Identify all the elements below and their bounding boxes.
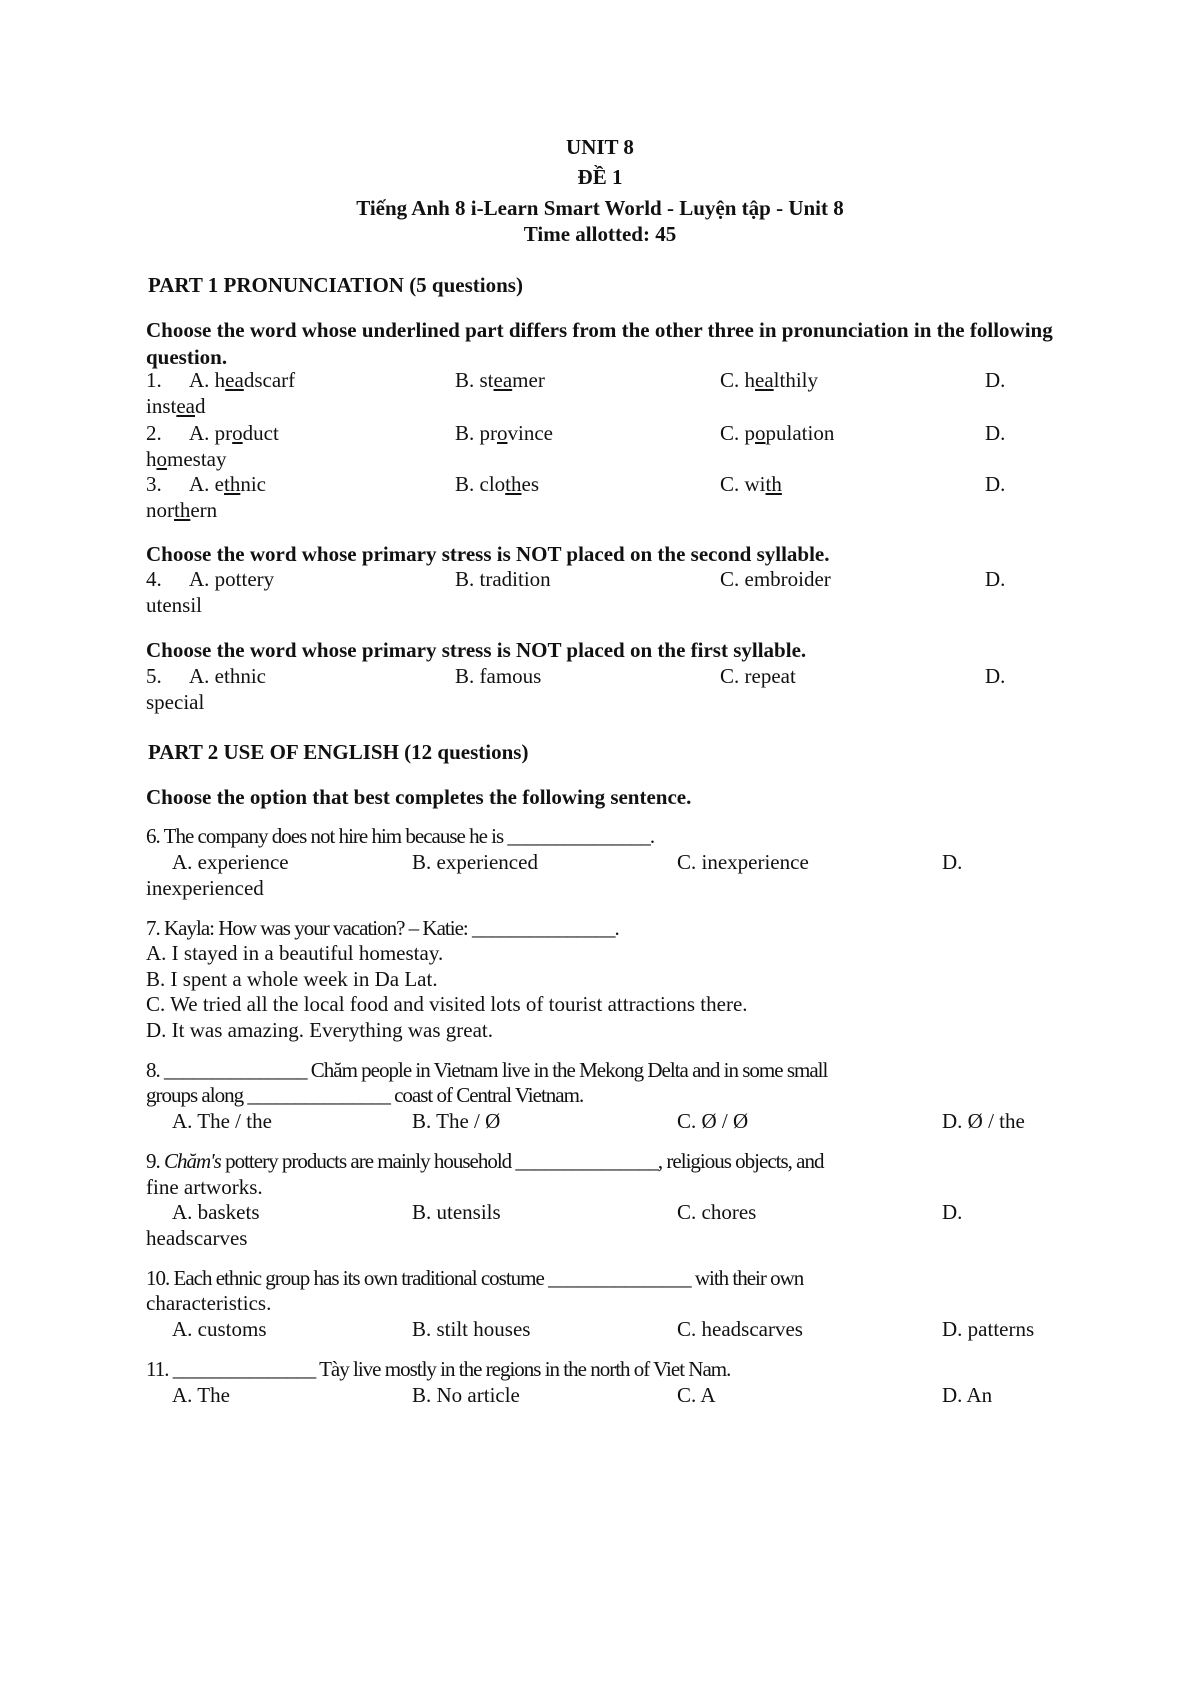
q2-option-b: B. province <box>455 421 553 445</box>
time-allotted: Time allotted: 45 <box>523 222 677 246</box>
q6-option-d-label: D. <box>942 850 963 874</box>
q2-option-c: C. population <box>720 421 835 445</box>
unit-title: UNIT 8 <box>566 135 634 159</box>
q7-option-a: A. I stayed in a beautiful homestay. <box>146 941 444 965</box>
q10-text-line1: 10. Each ethnic group has its own traditional costume _______________ with their own <box>146 1266 804 1290</box>
q4-option-a: A. pottery <box>189 567 275 591</box>
part1-instruction-2: Choose the word whose primary stress is NOT placed on the second syllable. <box>146 542 830 566</box>
q1-option-a: A. headscarf <box>189 368 296 392</box>
de-number: ĐỀ 1 <box>577 165 623 189</box>
q2-option-a: A. product <box>189 421 279 445</box>
q11-option-c: C. A <box>677 1383 716 1407</box>
part2-instruction: Choose the option that best completes the following sentence. <box>146 785 692 809</box>
q8-text-line2: groups along _______________ coast of Central Vietnam. <box>146 1083 584 1107</box>
q10-option-d: D. patterns <box>942 1317 1035 1341</box>
q1-number: 1. <box>146 368 162 392</box>
q5-option-b: B. famous <box>455 664 542 688</box>
q10-option-b: B. stilt houses <box>412 1317 531 1341</box>
part1-instruction-1: Choose the word whose underlined part differs from the other three in pronunciation in the following question. <box>146 318 1053 369</box>
part1-instruction-3: Choose the word whose primary stress is NOT placed on the first syllable. <box>146 638 807 662</box>
q4-number: 4. <box>146 567 162 591</box>
q5-number: 5. <box>146 664 162 688</box>
q11-option-b: B. No article <box>412 1383 520 1407</box>
q9-text-line2: fine artworks. <box>146 1175 263 1199</box>
q1-option-d: instead <box>146 394 206 418</box>
q9-option-a: A. baskets <box>172 1200 260 1224</box>
q11-text: 11. _______________ Tày live mostly in the regions in the north of Viet Nam. <box>146 1357 731 1381</box>
q10-option-c: C. headscarves <box>677 1317 803 1341</box>
q2-number: 2. <box>146 421 162 445</box>
q7-text: 7. Kayla: How was your vacation? – Katie: _______________. <box>146 916 619 940</box>
q9-option-c: C. chores <box>677 1200 757 1224</box>
q6-option-d: inexperienced <box>146 876 264 900</box>
q5-option-d: special <box>146 690 205 714</box>
q11-option-a: A. The <box>172 1383 230 1407</box>
q7-option-b: B. I spent a whole week in Da Lat. <box>146 967 438 991</box>
document-title: Tiếng Anh 8 i-Learn Smart World - Luyện tập - Unit 8 <box>356 196 844 220</box>
q4-option-c: C. embroider <box>720 567 831 591</box>
q10-option-a: A. customs <box>172 1317 267 1341</box>
q8-option-c: C. Ø / Ø <box>677 1109 749 1133</box>
q7-option-c: C. We tried all the local food and visited lots of tourist attractions there. <box>146 992 748 1016</box>
q4-option-b: B. tradition <box>455 567 551 591</box>
q4-option-d-label: D. <box>985 567 1006 591</box>
q3-option-d-label: D. <box>985 472 1006 496</box>
q5-option-c: C. repeat <box>720 664 796 688</box>
q3-option-c: C. with <box>720 472 782 496</box>
q9-text-line1: 9. Chăm's pottery products are mainly household _______________, religious objects, and <box>146 1149 824 1173</box>
q3-number: 3. <box>146 472 162 496</box>
q3-option-b: B. clothes <box>455 472 540 496</box>
q2-option-d-label: D. <box>985 421 1006 445</box>
q3-option-d: northern <box>146 498 218 522</box>
q9-option-b: B. utensils <box>412 1200 501 1224</box>
q6-option-b: B. experienced <box>412 850 538 874</box>
q1-option-b: B. steamer <box>455 368 545 392</box>
q8-option-a: A. The / the <box>172 1109 272 1133</box>
q10-text-line2: characteristics. <box>146 1291 272 1315</box>
q4-option-d: utensil <box>146 593 202 617</box>
q2-option-d: homestay <box>146 447 227 471</box>
q8-option-b: B. The / Ø <box>412 1109 501 1133</box>
q8-text-line1: 8. _______________ Chăm people in Vietnam live in the Mekong Delta and in some small <box>146 1058 828 1082</box>
q9-option-d: headscarves <box>146 1226 248 1250</box>
q3-option-a: A. ethnic <box>189 472 266 496</box>
q11-option-d: D. An <box>942 1383 993 1407</box>
q7-option-d: D. It was amazing. Everything was great. <box>146 1018 493 1042</box>
q5-option-a: A. ethnic <box>189 664 266 688</box>
q8-option-d: D. Ø / the <box>942 1109 1025 1133</box>
q1-option-d-label: D. <box>985 368 1006 392</box>
part1-heading: PART 1 PRONUNCIATION (5 questions) <box>148 273 523 297</box>
part2-heading: PART 2 USE OF ENGLISH (12 questions) <box>148 740 529 764</box>
q6-option-c: C. inexperience <box>677 850 809 874</box>
q1-option-c: C. healthily <box>720 368 819 392</box>
q9-option-d-label: D. <box>942 1200 963 1224</box>
q5-option-d-label: D. <box>985 664 1006 688</box>
q6-text: 6. The company does not hire him because he is _______________. <box>146 824 655 848</box>
q6-option-a: A. experience <box>172 850 289 874</box>
